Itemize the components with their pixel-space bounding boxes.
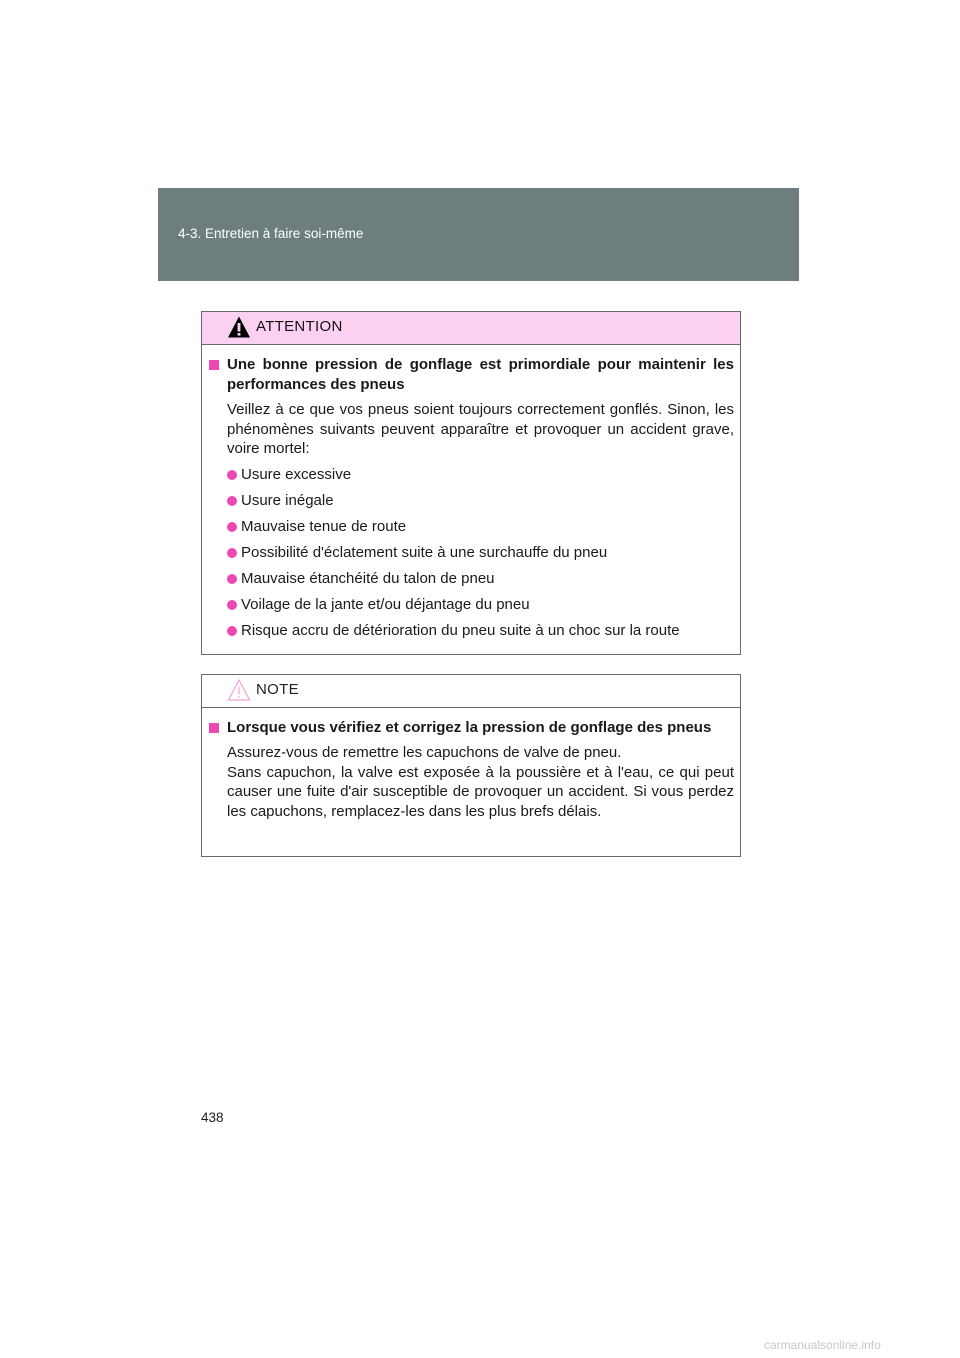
attention-label: ATTENTION: [256, 318, 343, 335]
list-item-text: Mauvaise étanchéité du talon de pneu: [241, 569, 495, 587]
attention-section-title: [209, 355, 734, 395]
attention-section-title-text: Une bonne pression de gonflage est primordiale pour maintenir les performances des pneus: [227, 356, 734, 393]
note-section-title-text: Lorsque vous vérifiez et corrigez la pression de gonflage des pneus: [227, 719, 712, 736]
list-item: [227, 517, 734, 537]
pink-dot-icon: [227, 600, 237, 610]
warning-triangle-outline-icon: [227, 678, 251, 702]
list-item: [227, 491, 734, 511]
breadcrumb: 4-3. Entretien à faire soi-même: [178, 226, 364, 241]
note-paragraph-1: Assurez-vous de remettre les capuchons de valve de pneu.: [227, 744, 622, 761]
attention-body: [202, 345, 740, 661]
attention-header: [202, 312, 740, 345]
note-section-title: [209, 718, 734, 738]
list-item: [227, 621, 734, 641]
warning-triangle-filled-icon: [227, 315, 251, 339]
attention-bullet-list: [209, 465, 734, 641]
header-band: [158, 188, 799, 281]
note-header: [202, 675, 740, 708]
list-item-text: Usure inégale: [241, 491, 334, 509]
list-item: [227, 595, 734, 615]
list-item: [227, 465, 734, 485]
pink-dot-icon: [227, 522, 237, 532]
page-number: 438: [201, 1110, 224, 1125]
note-label: NOTE: [256, 681, 299, 698]
note-box: [201, 674, 741, 857]
attention-paragraph: Veillez à ce que vos pneus soient toujours correctement gonflés. Sinon, les phénomènes suivants peuvent apparaître et provoquer un accident grave, voire mortel:: [227, 401, 734, 457]
watermark: carmanualsonline.info: [764, 1338, 881, 1352]
pink-dot-icon: [227, 470, 237, 480]
note-body: [202, 708, 740, 841]
pink-square-icon: [209, 723, 219, 733]
note-paragraph-2: Sans capuchon, la valve est exposée à la poussière et à l'eau, ce qui peut causer une fuite d'air susceptible de provoquer un accident. Si vous perdez les capuchons, remplacez-les dans les plus brefs délais.: [227, 763, 734, 820]
list-item-text: Usure excessive: [241, 465, 352, 483]
pink-dot-icon: [227, 574, 237, 584]
pink-dot-icon: [227, 496, 237, 506]
pink-dot-icon: [227, 548, 237, 558]
list-item: [227, 543, 734, 563]
list-item-text: Voilage de la jante et/ou déjantage du pneu: [241, 595, 530, 613]
attention-box: [201, 311, 741, 655]
pink-dot-icon: [227, 626, 237, 636]
pink-square-icon: [209, 360, 219, 370]
list-item-text: Risque accru de détérioration du pneu suite à un choc sur la route: [241, 621, 680, 639]
list-item-text: Possibilité d'éclatement suite à une surchauffe du pneu: [241, 543, 608, 561]
list-item: [227, 569, 734, 589]
list-item-text: Mauvaise tenue de route: [241, 517, 407, 535]
